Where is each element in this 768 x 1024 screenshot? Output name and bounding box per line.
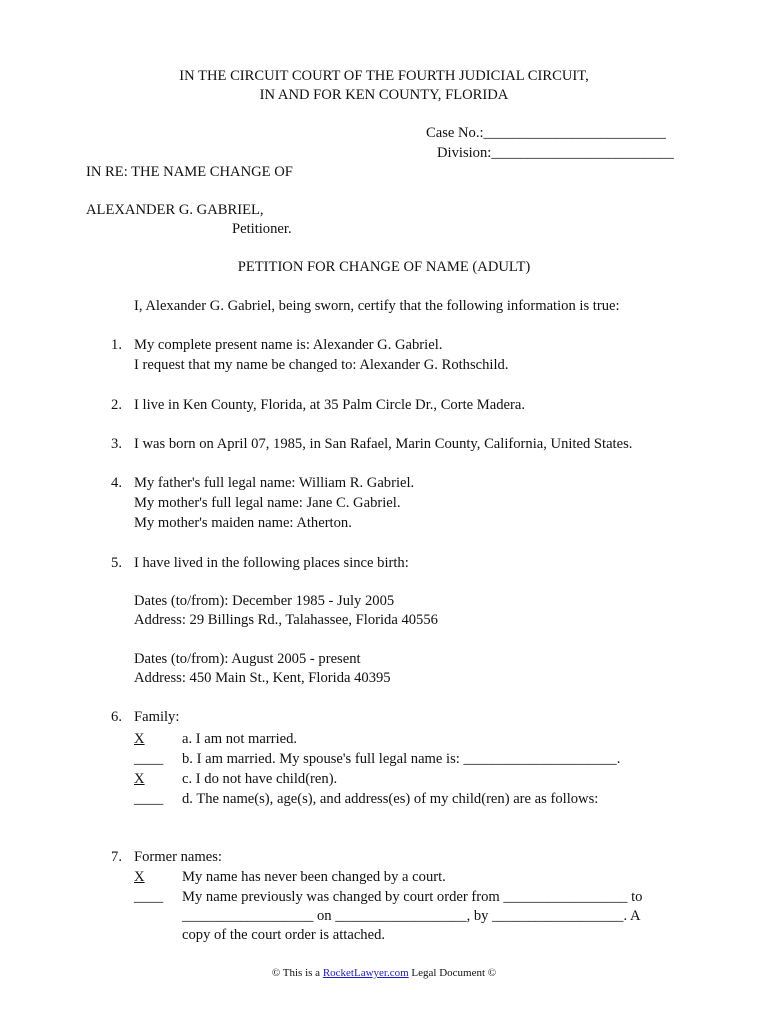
item-number: 6. xyxy=(111,709,122,725)
residence-dates: Dates (to/from): December 1985 - July 2005 xyxy=(134,593,395,609)
sworn-statement-intro: I, Alexander G. Gabriel, being sworn, certify that the following information is true: xyxy=(134,298,620,314)
petitioner-role: Petitioner. xyxy=(232,221,292,237)
family-option-d: d. The name(s), age(s), and address(es) of my child(ren) are as follows: xyxy=(182,791,599,807)
document-footer xyxy=(0,966,768,980)
residence-address: Address: 450 Main St., Kent, Florida 40395 xyxy=(134,670,391,686)
footer-prefix: © This is a xyxy=(271,967,323,979)
in-re-caption: IN RE: THE NAME CHANGE OF xyxy=(86,164,293,180)
item-number: 1. xyxy=(111,337,122,353)
checkbox-mark-blank[interactable]: ____ xyxy=(134,751,164,767)
item-number: 7. xyxy=(111,849,122,865)
item-number: 2. xyxy=(111,397,122,413)
former-names-label: Former names: xyxy=(134,849,222,865)
checkbox-mark-blank[interactable]: ____ xyxy=(134,889,164,905)
item-number: 3. xyxy=(111,436,122,452)
checkbox-mark-checked[interactable]: X xyxy=(134,771,145,787)
residence-address: Address: 29 Billings Rd., Talahassee, Florida 40556 xyxy=(134,612,438,628)
requested-name-line: I request that my name be changed to: Alexander G. Rothschild. xyxy=(134,357,509,373)
item-number: 4. xyxy=(111,475,122,491)
rocketlawyer-link[interactable]: RocketLawyer.com xyxy=(322,967,409,979)
division-field: Division:_________________________ xyxy=(437,145,674,161)
petitioner-name: ALEXANDER G. GABRIEL, xyxy=(86,202,264,218)
court-heading-line-2: IN AND FOR KEN COUNTY, FLORIDA xyxy=(259,87,509,103)
petition-title: PETITION FOR CHANGE OF NAME (ADULT) xyxy=(237,259,531,275)
mother-maiden-name-line: My mother's maiden name: Atherton. xyxy=(134,515,352,531)
former-names-option-changed-cont: __________________ on __________________, by __________________. A xyxy=(182,908,641,924)
court-heading-line-1: IN THE CIRCUIT COURT OF THE FOURTH JUDICIAL CIRCUIT, xyxy=(179,68,589,84)
family-label: Family: xyxy=(134,709,180,725)
checkbox-mark-checked[interactable]: X xyxy=(134,731,145,747)
family-option-c: c. I do not have child(ren). xyxy=(182,771,338,787)
checkbox-mark-checked[interactable]: X xyxy=(134,869,145,885)
footer-suffix: Legal Document © xyxy=(408,967,497,979)
mother-name-line: My mother's full legal name: Jane C. Gabriel. xyxy=(134,495,401,511)
residence-dates: Dates (to/from): August 2005 - present xyxy=(134,651,361,667)
present-name-line: My complete present name is: Alexander G. Gabriel. xyxy=(134,337,443,353)
residence-history-intro: I have lived in the following places since birth: xyxy=(134,555,409,571)
father-name-line: My father's full legal name: William R. Gabriel. xyxy=(134,475,415,491)
case-number-field: Case No.:_________________________ xyxy=(426,125,666,141)
residence-line: I live in Ken County, Florida, at 35 Palm Circle Dr., Corte Madera. xyxy=(134,397,525,413)
checkbox-mark-blank[interactable]: ____ xyxy=(134,791,164,807)
family-option-a: a. I am not married. xyxy=(182,731,298,747)
former-names-option-never: My name has never been changed by a court. xyxy=(182,869,446,885)
item-number: 5. xyxy=(111,555,122,571)
former-names-option-changed: My name previously was changed by court order from _________________ to xyxy=(182,889,643,905)
family-option-b: b. I am married. My spouse's full legal name is: _____________________. xyxy=(182,751,621,767)
birth-info-line: I was born on April 07, 1985, in San Rafael, Marin County, California, United States. xyxy=(134,436,633,452)
former-names-option-changed-cont: copy of the court order is attached. xyxy=(182,927,386,943)
